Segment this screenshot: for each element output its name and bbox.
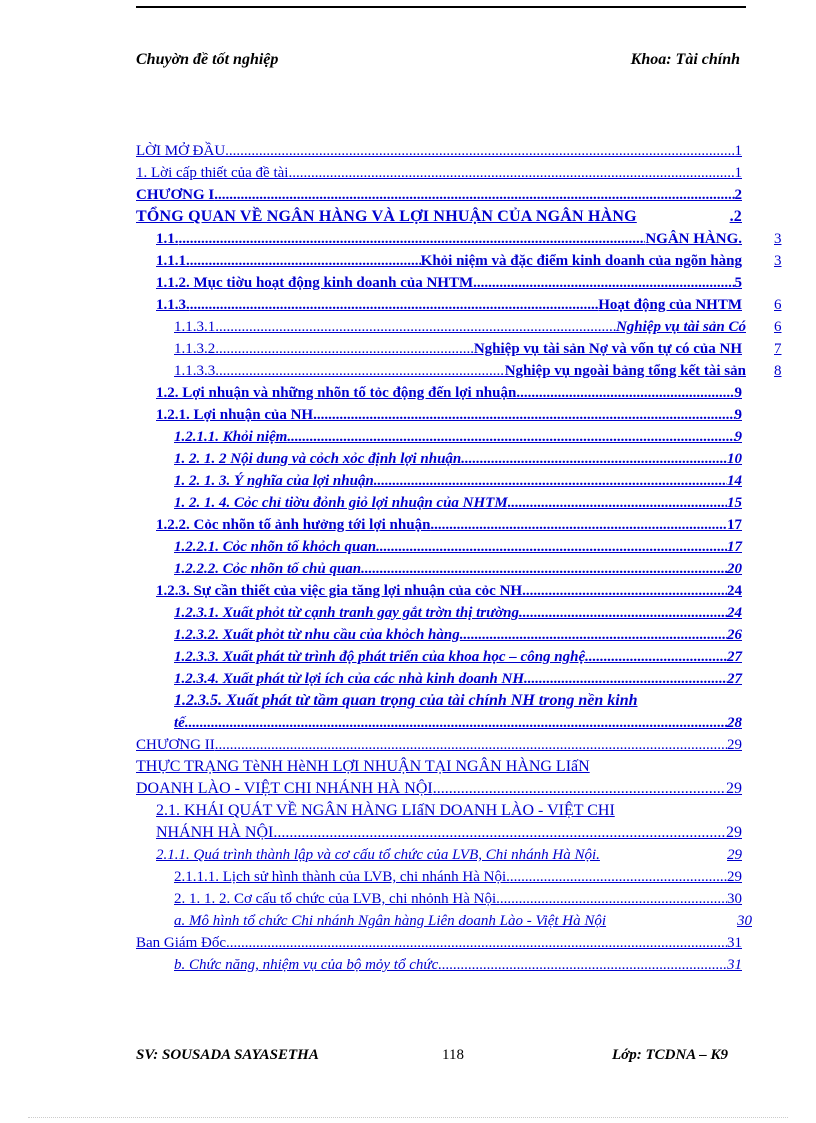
toc-entry[interactable]: 1.1.1. ..... Khỏi niệm và đặc điểm kinh doanh của ngõn hàng [156, 248, 742, 270]
toc-entry[interactable]: 1.1. ..... NGÂN HÀNG. [156, 226, 742, 248]
header-left: Chuyờn đề tốt nghiệp [136, 51, 279, 68]
toc-entry[interactable]: LỜI MỞ ĐẦU ..... 1 [136, 138, 742, 160]
toc-page[interactable]: 8 [774, 363, 782, 379]
toc-entry[interactable]: CHƯƠNG II ..... 29 [136, 732, 742, 754]
toc-entry[interactable]: tế ..... 28 [174, 710, 742, 732]
toc-entry[interactable]: 1. 2. 1. 2 Nội dung và cỏch xỏc định lợi nhuận ..... 10 [174, 446, 742, 468]
toc-entry[interactable]: 1. 2. 1. 3. Ý nghĩa của lợi nhuận ..... 14 [174, 468, 742, 490]
toc-entry[interactable]: 1.2.1. Lợi nhuận của NH ..... 9 [156, 402, 742, 424]
toc-entry[interactable]: 1.2. Lợi nhuận và những nhõn tố tỏc động đến lợi nhuận ..... 9 [156, 380, 742, 402]
toc-entry[interactable]: 1.1.2. Mục tiờu hoạt động kinh doanh của NHTM ..... 5 [156, 270, 742, 292]
toc-entry[interactable]: 1. Lời cấp thiết của đề tài. ..... 1 [136, 160, 742, 182]
toc-entry[interactable]: TỔNG QUAN VỀ NGÂN HÀNG VÀ LỢI NHUẬN CỦA NGÂN HÀNG .2 [136, 208, 742, 225]
toc-entry[interactable]: 1.2.3. Sự cần thiết của việc gia tăng lợi nhuận của cỏc NH ..... 24 [156, 578, 742, 600]
toc-entry[interactable]: 1.2.3.4. Xuất phát từ lợi ích của các nhà kinh doanh NH ..... 27 [174, 666, 742, 688]
toc-entry[interactable]: 1.1.3. ..... Hoạt động của NHTM [156, 292, 742, 314]
toc-entry[interactable]: 1.2.3.2. Xuất phỏt từ nhu cầu của khỏch hàng ..... 26 [174, 622, 742, 644]
toc-entry[interactable]: 2.1.1.1. Lịch sử hình thành của LVB, chi nhánh Hà Nội. ..... 29 [174, 864, 742, 886]
toc-page[interactable]: 3 [774, 231, 782, 247]
toc-entry[interactable]: 2. 1. 1. 2. Cơ cấu tổ chức của LVB, chi nhỏnh Hà Nội. ..... 30 [174, 886, 742, 908]
toc-entry[interactable]: 1.1.3.3. ..... Nghiệp vụ ngoài bảng tổng kết tài sản [174, 358, 746, 380]
toc-entry[interactable]: 2.1.1. Quá trình thành lập và cơ cấu tổ chức của LVB, Chi nhánh Hà Nội. 29 [156, 847, 742, 863]
toc-entry[interactable]: Ban Giám Đốc ..... 31 [136, 930, 742, 952]
toc-entry[interactable]: THỰC TRẠNG TèNH HèNH LỢI NHUẬN TẠI NGÂN HÀNG LIấN [136, 758, 590, 775]
toc-entry[interactable]: 1.2.3.3. Xuất phát từ trình độ phát triển của khoa học – công nghệ ..... 27 [174, 644, 742, 666]
toc-entry[interactable]: 1.1.3.1 ..... Nghiệp vụ tài sản Có [174, 314, 746, 336]
toc-page[interactable]: 3 [774, 253, 782, 269]
toc-entry[interactable]: CHƯƠNG I ..... 2 [136, 182, 742, 204]
page-bottom-divider [28, 1117, 788, 1118]
toc-entry[interactable]: b. Chức năng, nhiệm vụ của bộ mỏy tổ chức. ..... 31 [174, 952, 742, 974]
toc-entry[interactable]: 1.2.2. Cỏc nhõn tố ảnh hưởng tới lợi nhuận ..... 17 [156, 512, 742, 534]
toc-entry[interactable]: 1.2.1.1. Khỏi niệm ..... 9 [174, 424, 742, 446]
toc-entry[interactable]: 1.2.2.1. Cỏc nhõn tố khỏch quan ..... 17 [174, 534, 742, 556]
toc-page[interactable]: 6 [774, 297, 782, 313]
toc-entry[interactable]: 1. 2. 1. 4. Cỏc chỉ tiờu đỏnh giỏ lợi nhuận của NHTM ..... 15 [174, 490, 742, 512]
toc-entry[interactable]: DOANH LÀO - VIỆT CHI NHÁNH HÀ NỘI ..... 29 [136, 776, 742, 798]
toc-entry[interactable]: NHÁNH HÀ NỘI. ..... 29 [156, 820, 742, 842]
footer-page-number: 118 [442, 1047, 464, 1063]
toc-page[interactable]: 7 [774, 341, 782, 357]
footer-class: Lớp: TCDNA – K9 [612, 1047, 728, 1063]
header-right: Khoa: Tài chính [630, 51, 740, 68]
toc-page[interactable]: 6 [774, 319, 782, 335]
toc-entry[interactable]: 1.1.3.2. ..... Nghiệp vụ tài sản Nợ và vốn tự có của NH [174, 336, 742, 358]
toc-entry[interactable]: 1.2.3.1. Xuất phỏt từ cạnh tranh gay gắt trờn thị trường ..... 24 [174, 600, 742, 622]
top-rule [136, 6, 746, 8]
toc-entry[interactable]: 1.2.2.2. Cỏc nhõn tố chủ quan ..... 20 [174, 556, 742, 578]
toc-entry[interactable]: 2.1. KHÁI QUÁT VỀ NGÂN HÀNG LIấN DOANH LÀO - VIỆT CHI [156, 802, 615, 819]
toc-entry[interactable]: a. Mô hình tổ chức Chi nhánh Ngân hàng Liên doanh Lào - Việt Hà Nội 30 [174, 913, 752, 929]
toc-entry[interactable]: 1.2.3.5. Xuất phát từ tầm quan trọng của tài chính NH trong nền kinh [174, 692, 638, 709]
footer-student: SV: SOUSADA SAYASETHA [136, 1047, 319, 1063]
